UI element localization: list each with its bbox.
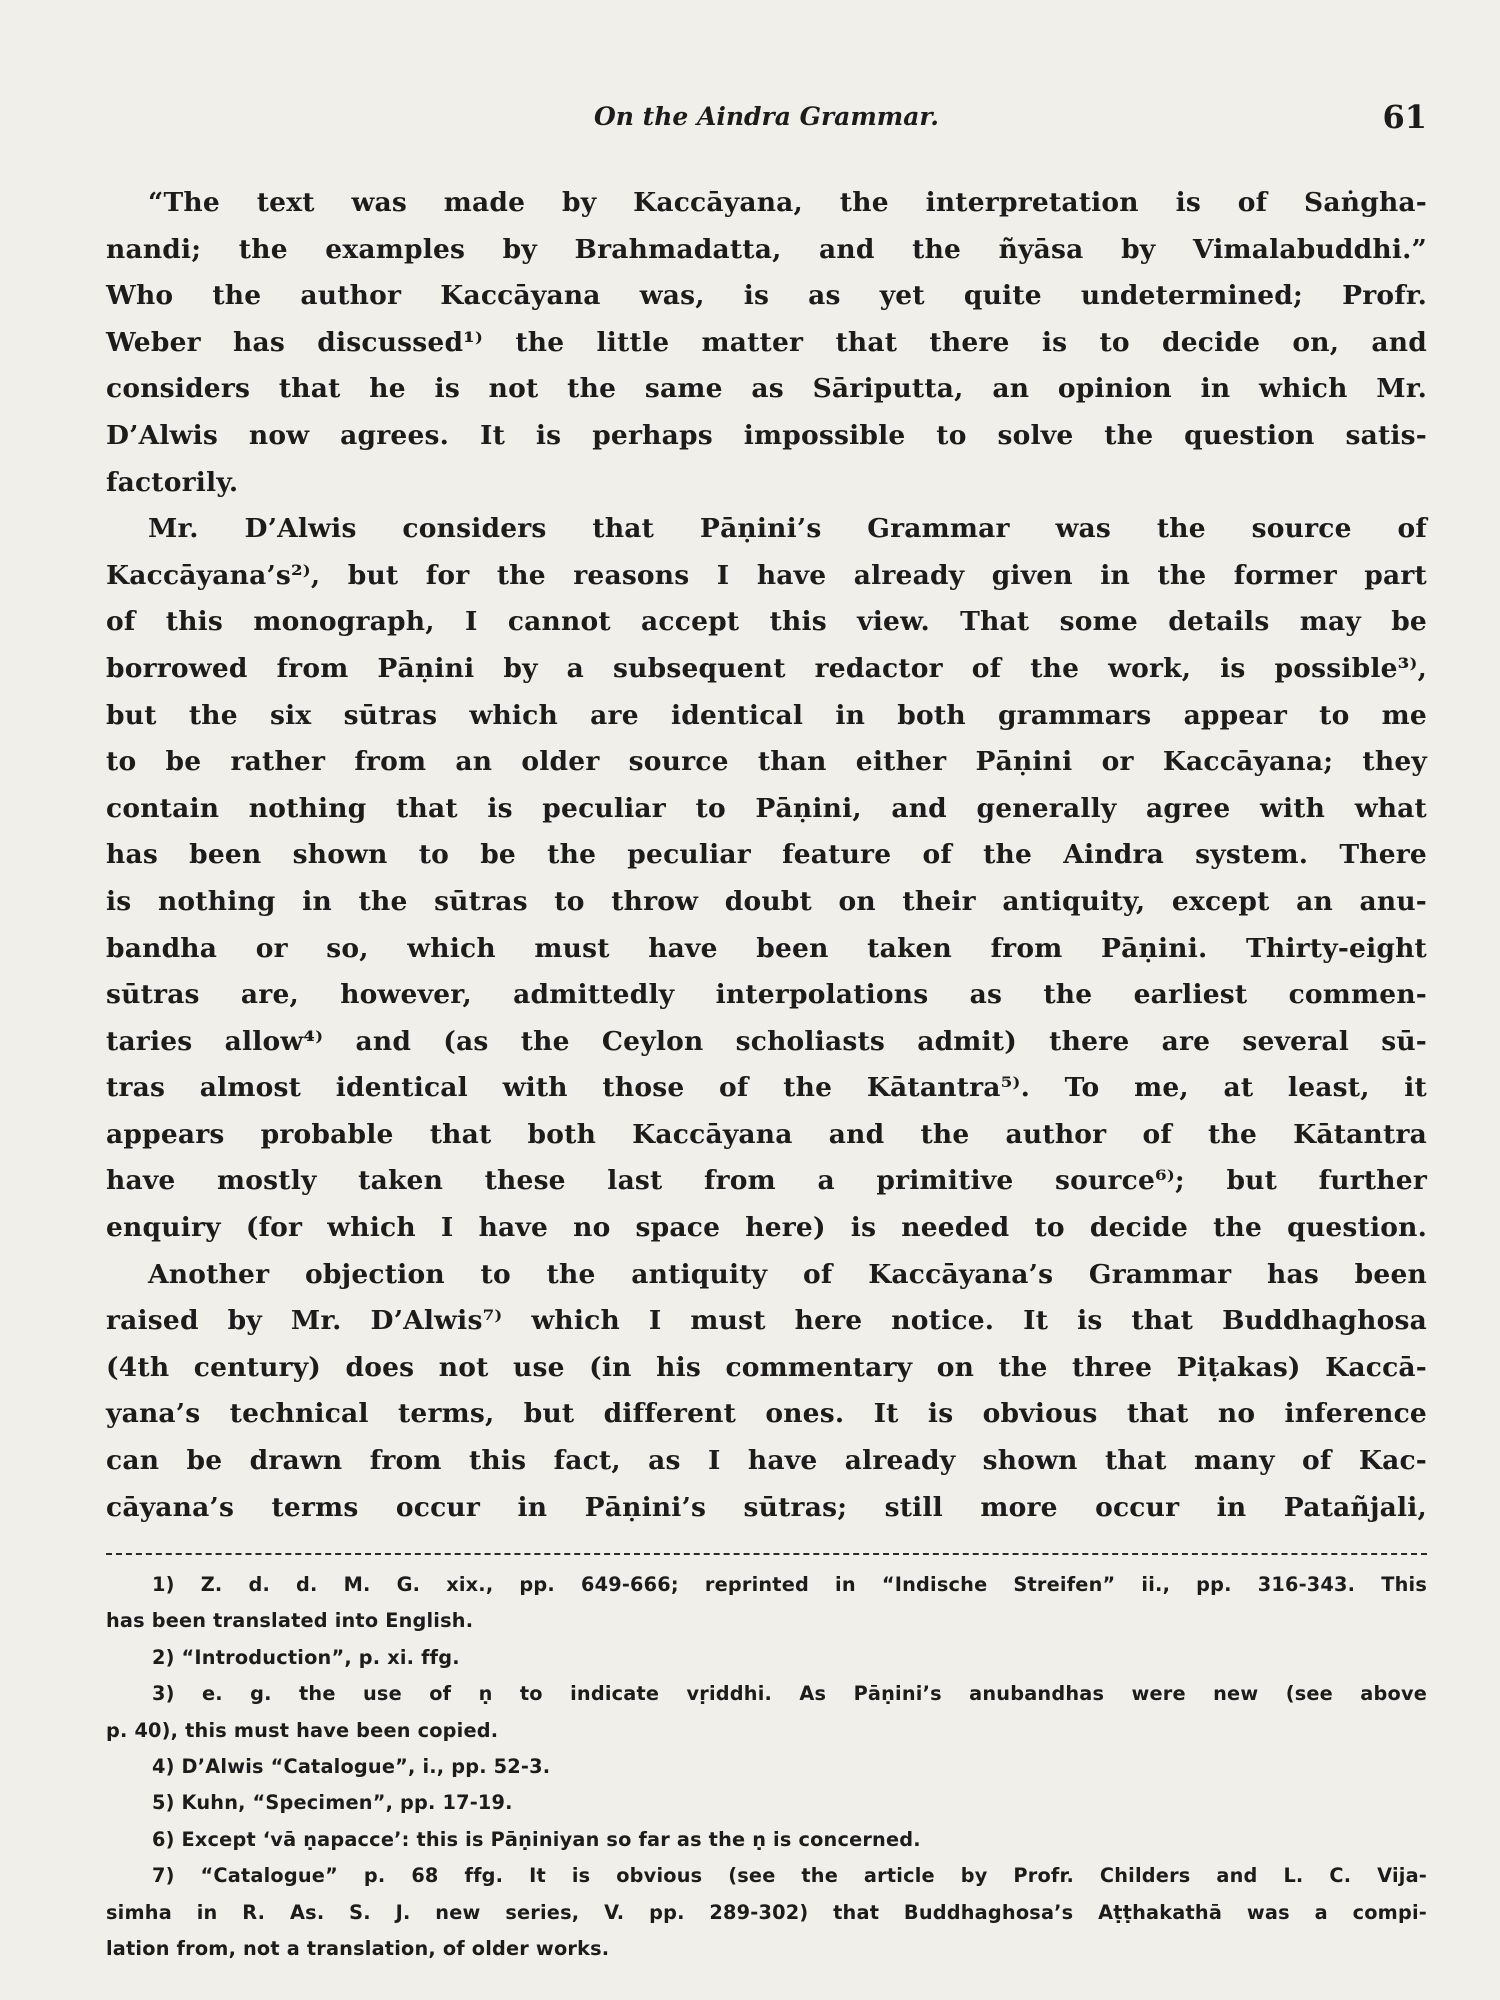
running-title: On the Aindra Grammar. (593, 102, 940, 131)
text-line: Mr. D’Alwis considers that Pāṇini’s Grammar was the source of (148, 513, 1427, 545)
text-line: tras almost identical with those of the Kātantra⁵⁾. To me, at least, it (106, 1072, 1427, 1104)
text-line: to be rather from an older source than either Pāṇini or Kaccāyana; they (106, 746, 1427, 778)
text-line: considers that he is not the same as Sāriputta, an opinion in which Mr. (106, 373, 1427, 405)
paragraph-3 (106, 1252, 1427, 1532)
footnotes (106, 1567, 1427, 1967)
text-line: contain nothing that is peculiar to Pāṇini, and generally agree with what (106, 792, 1427, 824)
running-header (106, 98, 1427, 158)
footnote-line: 2) “Introduction”, p. xi. ffg. (152, 1645, 460, 1669)
text-line: borrowed from Pāṇini by a subsequent redactor of the work, is possible³⁾, (106, 652, 1427, 684)
text-line: taries allow⁴⁾ and (as the Ceylon scholiasts admit) there are several sū- (106, 1025, 1427, 1057)
footnote-line: 3) e. g. the use of ṇ to indicate vṛiddhi. As Pāṇini’s anubandhas were new (see above (152, 1682, 1427, 1706)
text-line: (4th century) does not use (in his commentary on the three Piṭakas) Kaccā- (106, 1351, 1427, 1383)
text-line: bandha or so, which must have been taken from Pāṇini. Thirty-eight (106, 932, 1427, 964)
footnote-line: has been translated into English. (106, 1609, 474, 1633)
footnote-line: lation from, not a translation, of older works. (106, 1937, 610, 1961)
footnote-line: 5) Kuhn, “Specimen”, pp. 17-19. (152, 1791, 513, 1815)
footnote-1 (106, 1567, 1427, 1640)
text-line: have mostly taken these last from a primitive source⁶⁾; but further (106, 1165, 1427, 1197)
footnote-line: p. 40), this must have been copied. (106, 1718, 499, 1742)
text-line: Weber has discussed¹⁾ the little matter that there is to decide on, and (106, 326, 1427, 358)
text-line: raised by Mr. D’Alwis⁷⁾ which I must here notice. It is that Buddhaghosa (106, 1305, 1427, 1337)
footnote-line: 7) “Catalogue” p. 68 ffg. It is obvious (see the article by Profr. Childers and L. C. Vija- (152, 1864, 1427, 1888)
text-line: enquiry (for which I have no space here) is needed to decide the question. (106, 1212, 1427, 1244)
footnote-4 (106, 1749, 1427, 1785)
text-line: Kaccāyana’s²⁾, but for the reasons I have already given in the former part (106, 559, 1427, 591)
text-line: D’Alwis now agrees. It is perhaps impossible to solve the question satis- (106, 419, 1427, 451)
text-line: “The text was made by Kaccāyana, the interpretation is of Saṅgha- (148, 187, 1427, 218)
text-line: Another objection to the antiquity of Kaccāyana’s Grammar has been (148, 1258, 1427, 1290)
text-line: of this monograph, I cannot accept this view. That some details may be (106, 606, 1427, 638)
text-line: cāyana’s terms occur in Pāṇini’s sūtras; still more occur in Patañjali, (106, 1491, 1427, 1523)
main-text (106, 180, 1427, 1531)
footnote-2 (106, 1640, 1427, 1676)
footnote-5 (106, 1785, 1427, 1821)
text-line: is nothing in the sūtras to throw doubt on their antiquity, except an anu- (106, 885, 1427, 917)
text-line: yana’s technical terms, but different ones. It is obvious that no inference (106, 1398, 1427, 1430)
paragraph-2 (106, 506, 1427, 1252)
page-number: 61 (1382, 98, 1427, 136)
footnote-7 (106, 1858, 1427, 1967)
footnote-6 (106, 1822, 1427, 1858)
paragraph-1 (106, 180, 1427, 506)
text-line: has been shown to be the peculiar feature of the Aindra system. There (106, 839, 1427, 871)
text-line: sūtras are, however, admittedly interpolations as the earliest commen- (106, 979, 1427, 1011)
text-line: factorily. (106, 466, 239, 498)
text-line: can be drawn from this fact, as I have already shown that many of Kac- (106, 1445, 1427, 1477)
footnote-3 (106, 1676, 1427, 1749)
text-line: appears probable that both Kaccāyana and the author of the Kātantra (106, 1118, 1427, 1150)
text-line: Who the author Kaccāyana was, is as yet quite undetermined; Profr. (106, 280, 1427, 312)
text-line: nandi; the examples by Brahmadatta, and the ñyāsa by Vimalabuddhi.” (106, 233, 1427, 265)
footnote-line: 6) Except ‘vā ṇapacce’: this is Pāṇiniyan so far as the ṇ is concerned. (152, 1827, 921, 1851)
footnote-line: 4) D’Alwis “Catalogue”, i., pp. 52-3. (152, 1755, 551, 1779)
footnote-rule (106, 1553, 1427, 1555)
footnote-line: simha in R. As. S. J. new series, V. pp. 289-302) that Buddhaghosa’s Aṭṭhakathā was a compi- (106, 1900, 1427, 1924)
footnote-line: 1) Z. d. d. M. G. xix., pp. 649-666; reprinted in “Indische Streifen” ii., pp. 316-343. This (152, 1573, 1427, 1596)
text-line: but the six sūtras which are identical in both grammars appear to me (106, 699, 1427, 731)
